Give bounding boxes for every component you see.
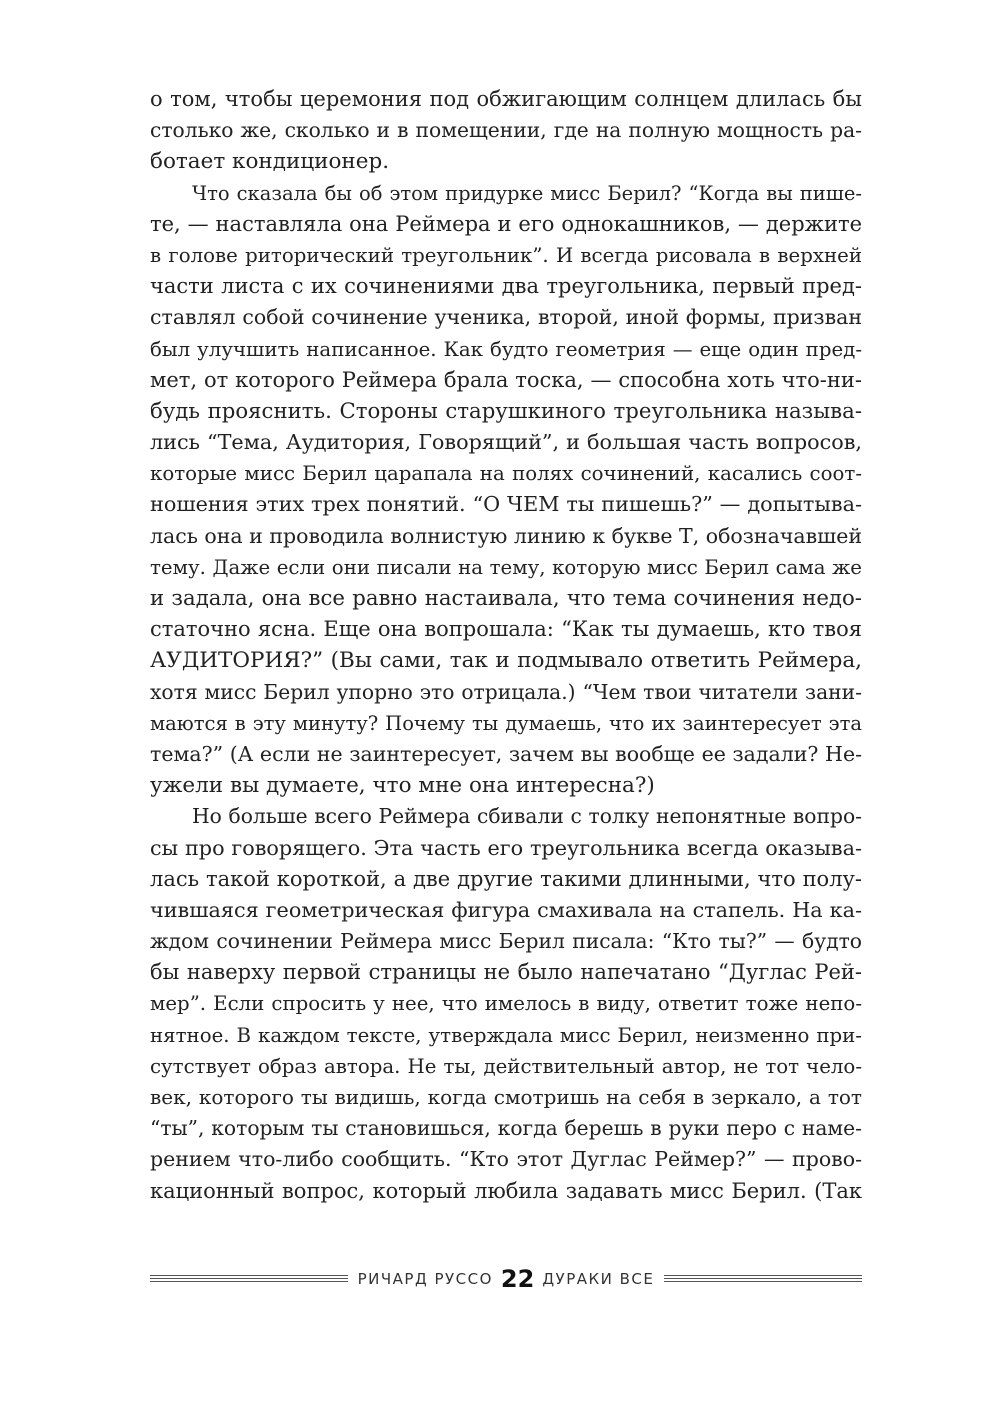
page-number: 22	[500, 1265, 535, 1293]
text-line: чившаяся геометрическая фигура смахивала на стапель. На ка-	[150, 897, 862, 922]
text-line: столько же, сколько и в помещении, где на полную мощность ра-	[150, 118, 862, 143]
footer-rule-right	[664, 1275, 862, 1284]
text-line: те, — наставляла она Реймера и его однокашников, — держите	[150, 211, 862, 236]
text-line: тема?” (А если не заинтересует, зачем вы вообще ее задали? Не-	[150, 741, 862, 766]
text-line: маются в эту минуту? Почему ты думаешь, что их заинтересует эта	[150, 711, 862, 735]
text-line: ужели вы думаете, что мне она интересна?)	[150, 773, 655, 799]
text-line: которые мисс Берил царапала на полях сочинений, касались соот-	[150, 462, 862, 486]
footer-author: РИЧАРД РУССО	[357, 1270, 493, 1288]
text-line: нятное. В каждом тексте, утверждала мисс Берил, неизменно при-	[150, 1023, 862, 1047]
text-line: Но больше всего Реймера сбивали с толку непонятные вопро-	[192, 804, 862, 829]
text-line: АУДИТОРИЯ?” (Вы сами, так и подмывало ответить Реймера,	[150, 648, 862, 674]
text-line: бы наверху первой страницы не было напечатано “Дуглас Рей-	[150, 960, 862, 985]
text-line: был улучшить написанное. Как будто геометрия — еще один пред-	[150, 337, 862, 361]
text-line: и задала, она все равно настаивала, что тема сочинения недо-	[150, 586, 862, 611]
text-line: статочно ясна. Еще она вопрошала: “Как ты думаешь, кто твоя	[150, 617, 862, 642]
text-line: лись “Тема, Аудитория, Говорящий”, и большая часть вопросов,	[150, 430, 862, 455]
footer-book-title: ДУРАКИ ВСЕ	[542, 1270, 655, 1288]
text-line: лась она и проводила волнистую линию к букве Т, обозначавшей	[150, 523, 862, 548]
text-line: мет, от которого Реймера брала тоска, — способна хоть что-ни-	[150, 367, 862, 392]
text-line: будь прояснить. Стороны старушкиного треугольника называ-	[150, 398, 862, 424]
text-line: лась такой короткой, а две другие такими длинными, что полу-	[150, 866, 862, 891]
text-line: ставлял собой сочинение ученика, второй, иной формы, призван	[150, 305, 862, 330]
text-line: о том, чтобы церемония под обжигающим солнцем длилась бы	[150, 87, 862, 111]
text-line: хотя мисс Берил упорно это отрицала.) “Чем твои читатели зани-	[150, 679, 862, 704]
text-line: мер”. Если спросить у нее, что имелось в виду, ответит тоже непо-	[150, 992, 862, 1016]
text-line: тему. Даже если они писали на тему, которую мисс Берил сама же	[150, 555, 862, 579]
text-line: сы про говорящего. Эта часть его треугольника всегда оказыва-	[150, 835, 862, 860]
text-line: рением что-либо сообщить. “Кто этот Дуглас Реймер?” — прово-	[150, 1147, 862, 1172]
text-line: ботает кондиционер.	[150, 149, 390, 175]
text-line: Что сказала бы об этом придурке мисс Берил? “Когда вы пише-	[192, 181, 862, 205]
footer-rule-left	[150, 1275, 348, 1284]
text-line: сутствует образ автора. Не ты, действительный автор, не тот чело-	[150, 1054, 862, 1078]
text-line: “ты”, которым ты становишься, когда берешь в руки перо с наме-	[150, 1116, 862, 1141]
text-line: в голове риторический треугольник”. И всегда рисовала в верхней	[150, 243, 862, 267]
running-footer	[150, 1264, 862, 1294]
text-line: кационный вопрос, который любила задавать мисс Берил. (Так	[150, 1178, 862, 1203]
page-body	[150, 84, 862, 1207]
text-line: ждом сочинении Реймера мисс Берил писала: “Кто ты?” — будто	[150, 929, 862, 954]
text-line: части листа с их сочинениями два треугольника, первый пред-	[150, 274, 862, 299]
text-line: ношения этих трех понятий. “О ЧЕМ ты пишешь?” — допытыва-	[150, 492, 862, 517]
text-line: век, которого ты видишь, когда смотришь на себя в зеркало, а тот	[150, 1085, 862, 1109]
